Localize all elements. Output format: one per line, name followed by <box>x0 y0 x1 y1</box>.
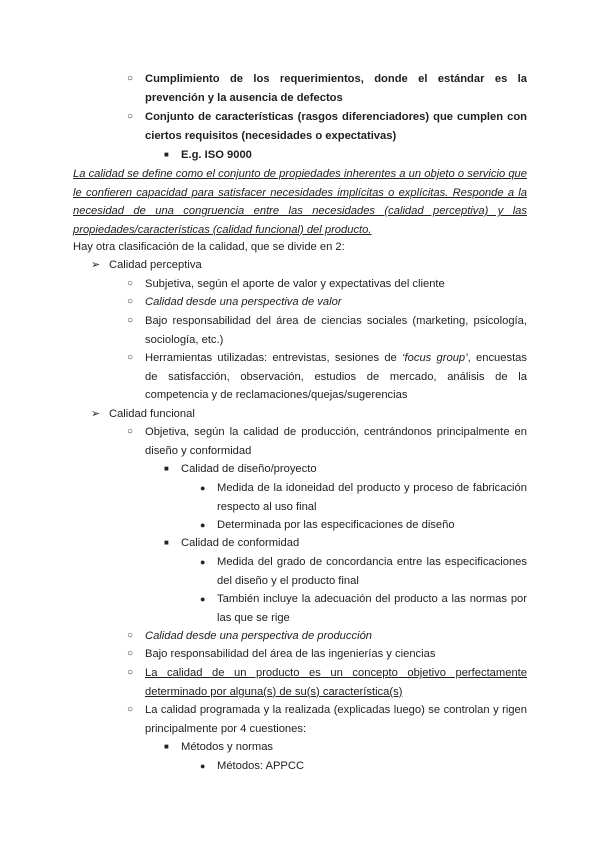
list-item-text: , encuestas de satisfacción, observación, estudios de mercado, análisis de la competencia y de reclamaciones/quejas/sugerencias <box>145 352 527 401</box>
list-item: Métodos: APPCC <box>217 760 305 772</box>
list-item: Medida del grado de concordancia entre las especificaciones del diseño y el producto final <box>217 556 527 587</box>
dot-bullet-icon: ● <box>200 761 206 771</box>
dot-bullet-icon: ● <box>200 594 206 604</box>
list-item: E.g. ISO 9000 <box>181 149 252 161</box>
dot-bullet-icon: ● <box>200 557 206 567</box>
circle-bullet-icon: ○ <box>127 352 134 363</box>
circle-bullet-icon: ○ <box>127 296 134 307</box>
circle-bullet-icon: ○ <box>127 73 134 84</box>
square-bullet-icon: ■ <box>164 538 169 547</box>
list-item-emphasis: ‘focus group’ <box>402 352 468 364</box>
list-item: Determinada por las especificaciones de diseño <box>217 519 455 531</box>
list-item: Conjunto de características (rasgos diferenciadores) que cumplen con ciertos requisitos (necesidades o expectativas) <box>145 111 527 142</box>
list-item <box>145 349 527 405</box>
list-item: La calidad programada y la realizada (explicadas luego) se controlan y rigen principalmente por 4 cuestiones: <box>145 704 527 735</box>
section-heading-funcional: Calidad funcional <box>109 408 195 420</box>
intro-paragraph: Hay otra clasificación de la calidad, que se divide en 2: <box>73 241 345 253</box>
circle-bullet-icon: ○ <box>127 426 134 437</box>
list-item-text: Herramientas utilizadas: entrevistas, sesiones de <box>145 352 403 364</box>
circle-bullet-icon: ○ <box>127 648 134 659</box>
circle-bullet-icon: ○ <box>127 667 134 678</box>
list-item: Calidad desde una perspectiva de valor <box>145 296 342 308</box>
list-item: Bajo responsabilidad del área de ciencias sociales (marketing, psicología, sociología, etc.) <box>145 315 527 346</box>
list-item: La calidad de un producto es un concepto objetivo perfectamente determinado por alguna(s) de su(s) característica(s) <box>145 667 527 698</box>
circle-bullet-icon: ○ <box>127 278 134 289</box>
list-item: También incluye la adecuación del producto a las normas por las que se rige <box>217 593 527 624</box>
list-item: Bajo responsabilidad del área de las ingenierías y ciencias <box>145 648 436 660</box>
list-item: Cumplimiento de los requerimientos, donde el estándar es la prevención y la ausencia de defectos <box>145 73 527 104</box>
list-item: Métodos y normas <box>181 741 274 753</box>
dot-bullet-icon: ● <box>200 520 206 530</box>
list-item: Subjetiva, según el aporte de valor y expectativas del cliente <box>145 278 445 290</box>
square-bullet-icon: ■ <box>164 464 169 473</box>
list-item: Calidad desde una perspectiva de producción <box>145 630 373 642</box>
square-bullet-icon: ■ <box>164 742 169 751</box>
list-item: Objetiva, según la calidad de producción, centrándonos principalmente en diseño y conformidad <box>145 426 527 457</box>
dot-bullet-icon: ● <box>200 483 206 493</box>
arrow-bullet-icon: ➢ <box>91 408 101 420</box>
list-item: Medida de la idoneidad del producto y proceso de fabricación respecto al uso final <box>217 482 527 513</box>
circle-bullet-icon: ○ <box>127 315 134 326</box>
circle-bullet-icon: ○ <box>127 630 134 641</box>
definition-paragraph: La calidad se define como el conjunto de propiedades inherentes a un objeto o servicio que le confieren capacidad para satisfacer necesidades implícitas o explícitas. Responde a la necesidad de una congruencia entre las necesidades (calidad perceptiva) y las propiedades/características (calidad funcional) del producto. <box>73 168 527 236</box>
square-bullet-icon: ■ <box>164 150 169 159</box>
section-heading-perceptiva: Calidad perceptiva <box>109 259 202 271</box>
arrow-bullet-icon: ➢ <box>91 259 101 271</box>
circle-bullet-icon: ○ <box>127 704 134 715</box>
list-item: Calidad de conformidad <box>181 537 300 549</box>
list-item: Calidad de diseño/proyecto <box>181 463 317 475</box>
circle-bullet-icon: ○ <box>127 111 134 122</box>
